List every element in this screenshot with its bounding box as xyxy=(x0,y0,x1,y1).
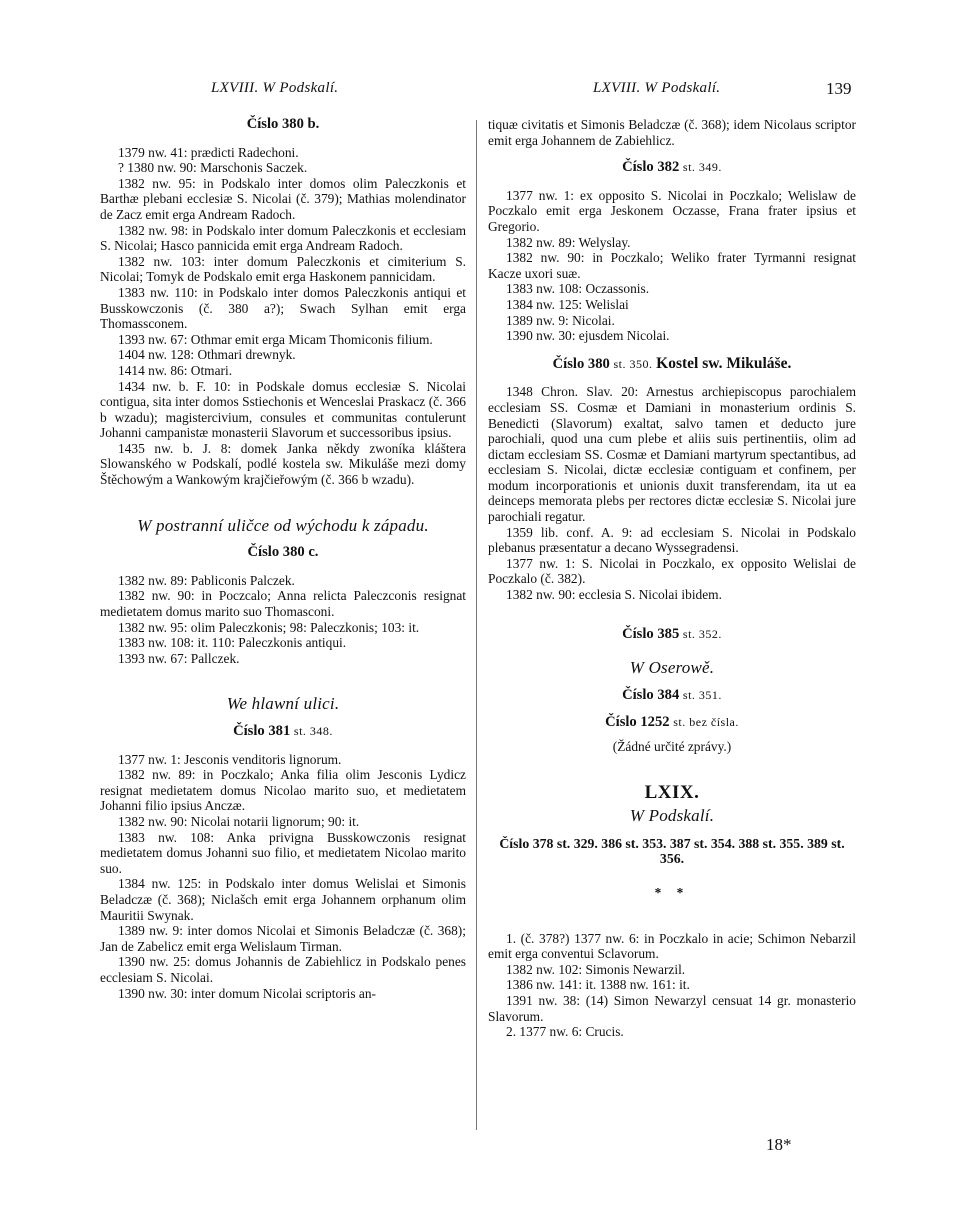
column-divider xyxy=(476,120,477,1130)
heading-number: Číslo 384 xyxy=(622,686,680,703)
entry: 1404 nw. 128: Othmari drewnyk. xyxy=(118,347,296,363)
entry: 1359 lib. conf. A. 9: ad ecclesiam S. Nicolai in Podskalo plebanus præsentatur a decano Wyssegradensi. xyxy=(488,524,856,556)
running-head-right: LXVIII. W Podskalí. xyxy=(593,80,721,96)
heading-number: Číslo 381 xyxy=(233,723,291,739)
entry: 1382 nw. 103: inter domum Paleczkonis et cimiterium S. Nicolai; Tomyk de Podskalo emit erga Haskonem pannicidam. xyxy=(100,253,466,285)
heading-384 xyxy=(488,688,856,704)
entry: 1377 nw. 1: ex opposito S. Nicolai in Poczkalo; Welislaw de Poczkalo emit erga Jeskonem Oczasse, Frana frater ipsius et Gregorio. xyxy=(488,187,856,234)
heading-380b: Číslo 380 b. xyxy=(246,116,320,132)
entry: 1382 nw. 89: in Poczkalo; Anka filia olim Jesconis Lydicz resignat medietatem domus Nicolao marito suo, et medietatem Johanni filio ipsius Anczæ. xyxy=(100,767,466,814)
entry: 1393 nw. 67: Othmar emit erga Micam Thomiconis filium. xyxy=(118,331,433,347)
heading-st: st. 349. xyxy=(682,160,722,175)
entry: 1384 nw. 125: in Podskalo inter domus Welislai et Simonis Beladczæ (č. 368); Niclašch emit erga Johannem orphanum olim Mauritii Swynak. xyxy=(100,876,466,923)
section-heading-main-street: We hlawní ulici. xyxy=(226,694,340,714)
entry: 1383 nw. 108: Anka privigna Busskowczonis resignat medietatem domus Johanni suo filio, et medietatem Nicolao marito suo. xyxy=(100,829,466,876)
entry: 1382 nw. 102: Simonis Newarzil. xyxy=(506,961,686,977)
entry: 1377 nw. 1: Jesconis venditoris lignorum. xyxy=(118,751,342,767)
heading-st: st. bez čísla. xyxy=(673,715,739,730)
heading-385 xyxy=(488,627,856,643)
running-head-left: LXVIII. W Podskalí. xyxy=(211,80,339,96)
entry: 2. 1377 nw. 6: Crucis. xyxy=(506,1024,624,1040)
section-heading-oserowe: W Oserowě. xyxy=(629,658,715,678)
entry: 1348 Chron. Slav. 20: Arnestus archiepiscopus parochialem ecclesiam SS. Cosmæ et Damiani in monasterium ordinis S. Benedicti (Slavorum) exaltat, salvo tamen et deducto jure parochiali, quod una cum plebe et aliis suis pertinentiis, olim ad dictam ecclesiam SS. Cosmæ et Damiani martyrum spectantibus, ad ecclesiam S. Nicolai, dictæ ecclesiæ contiguam et confinem, per modum incorporationis et unionis duxit transferendam, ita ut ea deinceps memorata plebs per rectores dictæ ecclesiæ S. Nicolai jure parochiali regatur. xyxy=(488,384,856,525)
right-column xyxy=(488,117,856,1040)
entry: 1390 nw. 30: ejusdem Nicolai. xyxy=(506,328,670,344)
heading-1252 xyxy=(488,715,856,731)
chapter-number: LXIX. xyxy=(644,781,700,803)
heading-multi-numbers: Číslo 378 st. 329. 386 st. 353. 387 st. 354. 388 st. 355. 389 st. 356. xyxy=(499,835,845,867)
heading-381 xyxy=(100,724,466,740)
asterisks: * * xyxy=(654,884,690,900)
entry: 1382 nw. 95: olim Paleczkonis; 98: Paleczkonis; 103: it. xyxy=(118,619,420,635)
heading-title: Kostel sw. Mikuláše. xyxy=(656,354,792,372)
entry: 1435 nw. b. J. 8: domek Janka někdy zwoníka kláštera Slowanského w Podskalí, podlé kostela sw. Mikuláše mezi domy Štěchowým a Wankowým krajčieřowým (č. 366 b wzadu). xyxy=(100,440,466,488)
entry: 1. (č. 378?) 1377 nw. 6: in Poczkalo in acie; Schimon Nebarzil emit erga conventui Sclavorum. xyxy=(488,930,856,962)
entry: 1390 nw. 30: inter domum Nicolai scriptoris an- xyxy=(118,985,376,1001)
entry: 1382 nw. 89: Welyslay. xyxy=(506,234,631,250)
heading-st: st. 352. xyxy=(682,626,722,641)
printer-signature: 18* xyxy=(766,1135,792,1154)
entry: 1434 nw. b. F. 10: in Podskale domus ecclesiæ S. Nicolai contigua, sita inter domos Sstiechonis et Wenceslai Praskacz (č. 366 b wzadu); magistercivium, consules et communitas contulerunt Johanni campanistæ monasterii Slavorum et successoribus ipsius. xyxy=(100,378,466,441)
entry: 1382 nw. 95: in Podskalo inter domos olim Paleczkonis et Barthæ plebani ecclesiæ S. Nicolai (č. 379); Mathias molendinator de Zacz emit erga Andream Radoch. xyxy=(100,175,466,222)
entry: 1382 nw. 98: in Podskalo inter domum Paleczkonis et ecclesiam S. Nicolai; Hasco pannicida emit erga Andream Radoch. xyxy=(100,222,466,254)
heading-number: Číslo 385 xyxy=(622,625,680,642)
section-heading-side-street: W postranní uličce od wýchodu k západu. xyxy=(137,515,429,535)
entry: 1382 nw. 90: ecclesia S. Nicolai ibidem. xyxy=(506,587,722,603)
heading-number: Číslo 380 xyxy=(552,355,610,372)
entry: ? 1380 nw. 90: Marschonis Saczek. xyxy=(118,160,308,176)
entry: 1382 nw. 90: in Poczkalo; Weliko frater Tyrmanni resignat Kacze uxori suæ. xyxy=(488,250,856,281)
entry: 1390 nw. 25: domus Johannis de Zabiehlicz in Podskalo penes ecclesiam S. Nicolai. xyxy=(100,954,466,985)
entry: 1386 nw. 141: it. 1388 nw. 161: it. xyxy=(506,977,690,993)
heading-380-church xyxy=(488,356,856,373)
entry: 1389 nw. 9: inter domos Nicolai et Simonis Beladczæ (č. 368); Jan de Zabelicz emit erga Welislaum Tirman. xyxy=(100,923,466,954)
left-column xyxy=(100,117,466,1001)
chapter-title: W Podskalí. xyxy=(629,806,715,826)
page-number: 139 xyxy=(826,79,852,98)
entry: 1391 nw. 38: (14) Simon Newarzyl censuat 14 gr. monasterio Slavorum. xyxy=(488,992,856,1024)
continued-entry: tiquæ civitatis et Simonis Beladczæ (č. 368); idem Nicolaus scriptor emit erga Johannem de Zabiehlicz. xyxy=(488,117,856,148)
entry: 1389 nw. 9: Nicolai. xyxy=(506,312,615,328)
entry: 1384 nw. 125: Welislai xyxy=(506,296,629,312)
heading-380c: Číslo 380 c. xyxy=(247,544,319,561)
heading-number: Číslo 1252 xyxy=(605,714,670,731)
entry: 1382 nw. 90: in Poczcalo; Anna relicta Paleczconis resignat medietatem domus marito suo Thomasconi. xyxy=(100,588,466,620)
heading-number: Číslo 382 xyxy=(622,159,680,176)
heading-st: st. 351. xyxy=(682,687,722,702)
entry: 1393 nw. 67: Pallczek. xyxy=(118,650,240,666)
entry: 1382 nw. 90: Nicolai notarii lignorum; 90: it. xyxy=(118,813,360,829)
entry: 1383 nw. 108: Oczassonis. xyxy=(506,281,650,297)
entry: 1379 nw. 41: prædicti Radechoni. xyxy=(118,144,299,160)
heading-st: st. 350. xyxy=(613,356,653,371)
heading-382 xyxy=(488,160,856,176)
entry: 1383 nw. 110: in Podskalo inter domos Paleczkonis antiqui et Busskowczonis (č. 380 a?); Swach Sylhan emit erga Thomassconem. xyxy=(100,284,466,332)
heading-st: st. 348. xyxy=(293,724,333,738)
entry: 1383 nw. 108: it. 110: Paleczkonis antiqui. xyxy=(118,635,347,651)
no-records-note: (Žádné určité zprávy.) xyxy=(612,739,732,754)
entry: 1377 nw. 1: S. Nicolai in Poczkalo, ex opposito Welislai de Poczkalo (č. 382). xyxy=(488,555,856,587)
entry: 1382 nw. 89: Pabliconis Palczek. xyxy=(118,572,295,588)
entry: 1414 nw. 86: Otmari. xyxy=(118,362,233,378)
